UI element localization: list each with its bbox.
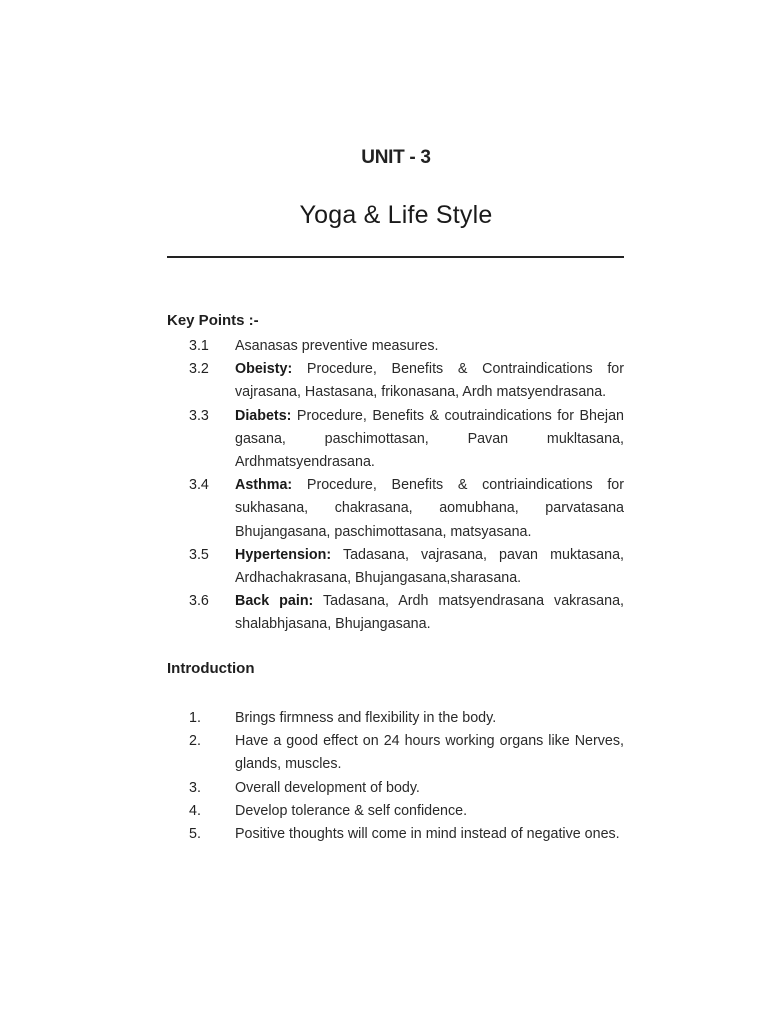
key-point-item [167,358,624,404]
introduction-text: Positive thoughts will come in mind instead of negative ones. [235,826,620,843]
introduction-text: Overall development of body. [235,779,420,796]
key-point-number: 3.4 [189,477,209,494]
introduction-number: 2. [189,733,201,750]
key-point-text: Tadasana, vajrasana, pavan muktasana, Ardhachakrasana, Bhujangasana,sharasana. [235,546,624,587]
key-point-number: 3.6 [189,593,209,610]
key-point-label: Diabets: [235,407,292,424]
introduction-item [167,800,624,823]
introduction-number: 5. [189,826,201,843]
key-points-list [167,335,624,637]
introduction-number: 3. [189,779,201,796]
key-point-text: Procedure, Benefits & contriaindications for sukhasana, chakrasana, aomubhana, parvatasana Bhujangasana, paschimottasana, matsyasana. [235,477,624,540]
key-point-number: 3.5 [189,546,209,563]
introduction-heading: Introduction [167,660,255,677]
introduction-item [167,730,624,776]
key-point-item [167,405,624,475]
introduction-item [167,823,624,846]
key-point-text: Tadasana, Ardh matsyendrasana vakrasana, shalabhjasana, Bhujangasana. [235,593,624,633]
key-point-label: Asthma: [235,477,293,494]
unit-title: Yoga & Life Style [299,201,493,229]
introduction-text: Have a good effect on 24 hours working organs like Nerves, glands, muscles. [235,733,624,773]
key-point-label: Hypertension: [235,546,332,563]
key-point-item [167,544,624,590]
introduction-item [167,707,624,730]
introduction-item [167,777,624,800]
title-divider [167,256,624,258]
introduction-text: Brings firmness and flexibility in the body. [235,710,497,726]
key-point-item [167,335,624,358]
key-points-heading: Key Points :- [167,312,259,329]
key-point-item [167,590,624,636]
key-point-label: Back pain: [235,593,314,610]
key-point-number: 3.3 [189,407,209,424]
unit-heading: UNIT - 3 [361,147,431,168]
key-point-item [167,474,624,544]
key-point-text: Procedure, Benefits & Contraindications for vajrasana, Hastasana, frikonasana, Ardh matsyendrasana. [235,361,624,401]
key-point-label: Obeisty: [235,361,293,378]
introduction-text: Develop tolerance & self confidence. [235,802,468,819]
introduction-list [167,707,624,846]
introduction-number: 1. [189,710,201,726]
introduction-number: 4. [189,802,201,819]
key-point-number: 3.2 [189,361,209,378]
key-point-text: Asanasas preventive measures. [235,338,439,354]
key-point-text: Procedure, Benefits & coutraindications for Bhejan gasana, paschimottasan, Pavan mukltasana, Ardhmatsyendrasana. [235,407,624,471]
key-point-number: 3.1 [189,338,209,354]
